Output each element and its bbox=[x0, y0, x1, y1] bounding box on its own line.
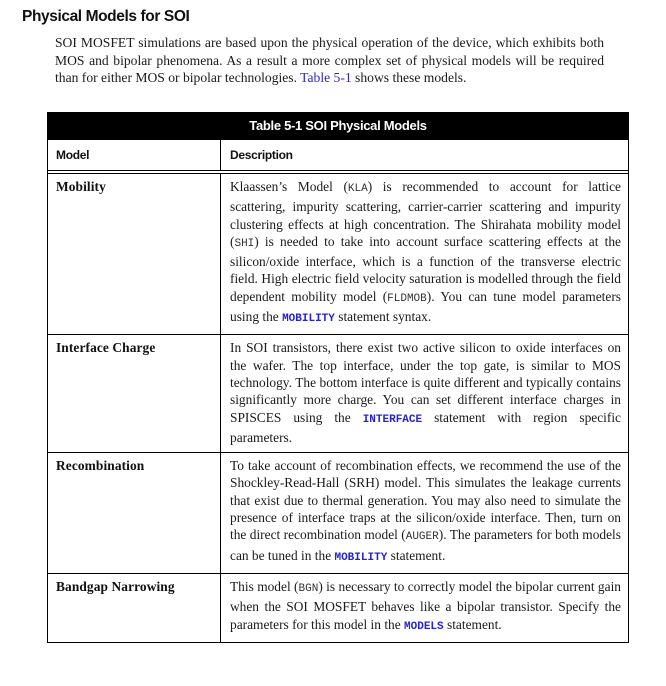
model-name-cell: Mobility bbox=[48, 174, 221, 334]
code-identifier: KLA bbox=[347, 183, 368, 195]
statement-keyword-link[interactable]: MODELS bbox=[404, 620, 444, 633]
table-row bbox=[48, 174, 628, 334]
model-description-cell bbox=[221, 335, 628, 452]
table-header-row bbox=[48, 140, 628, 174]
table-row bbox=[48, 334, 628, 452]
table-reference-link[interactable]: Table 5-1 bbox=[300, 70, 352, 86]
soi-models-table bbox=[47, 112, 629, 643]
model-description-cell bbox=[221, 574, 628, 642]
description-text: statement. bbox=[443, 616, 502, 632]
model-description-cell bbox=[221, 453, 628, 573]
description-text: This model ( bbox=[230, 578, 299, 594]
column-header-model: Model bbox=[48, 140, 221, 170]
description-text: statement syntax. bbox=[334, 309, 432, 325]
section-title: Physical Models for SOI bbox=[22, 8, 190, 25]
description-text: statement. bbox=[387, 547, 446, 563]
column-header-description: Description bbox=[230, 148, 293, 162]
model-name-cell: Interface Charge bbox=[48, 335, 221, 452]
description-text: In SOI transistors, there exist two active silicon to oxide interfaces on the wafer. The top interface, under the top gate, is similar to MOS technology. The bottom interface is quite different and typically contains significantly more charge. You can set different interface charges in SPISCES using the bbox=[230, 340, 621, 425]
description-text: ) is necessary to correctly model the bipolar current gain when the SOI MOSFET behaves like a bipolar transistor. Specify the parameters for this model in the bbox=[230, 578, 621, 632]
table-caption: Table 5-1 SOI Physical Models bbox=[48, 112, 628, 140]
table-body bbox=[48, 174, 628, 642]
description-text: ) is needed to take into account surface scattering effects at the silicon/oxide interface, which is a function of the transverse electric field. High electric field velocity saturation is modelled through the field dependent mobility model ( bbox=[230, 233, 621, 304]
code-identifier: AUGER bbox=[405, 531, 439, 544]
intro-text-end: shows these models. bbox=[351, 70, 467, 86]
description-text: To take account of recombination effects, we recommend the use of the Shockley-Read-Hall (SRH) model. This simulates the leakage currents that exist due to thermal generation. You may also need to simulate the presence of interface traps at the silicon/oxide interface. Then, turn on the direct recombination model ( bbox=[230, 458, 621, 543]
description-text: ). You can tune model parameters using the bbox=[230, 288, 621, 325]
model-name-cell: Recombination bbox=[48, 453, 221, 573]
model-name-cell: Bandgap Narrowing bbox=[48, 574, 221, 642]
description-text: ) is recommended to account for lattice scattering, impurity scattering, carrier-carrier scattering and impurity clustering effects at high concentration. The Shirahata mobility model ( bbox=[230, 179, 622, 249]
code-identifier: BGN bbox=[298, 582, 319, 595]
model-description-cell bbox=[221, 174, 628, 334]
description-text: ). The parameters for both models can be tuned in the bbox=[230, 527, 621, 563]
code-identifier: FLDMOB bbox=[387, 292, 427, 305]
description-text: statement with region specific parameters. bbox=[230, 409, 622, 445]
table-row bbox=[48, 452, 628, 573]
table-row bbox=[48, 573, 628, 642]
intro-paragraph bbox=[55, 34, 604, 87]
statement-keyword-link[interactable]: INTERFACE bbox=[362, 413, 423, 426]
intro-text: SOI MOSFET simulations are based upon the physical operation of the device, which exhibits both MOS and bipolar phenomena. As a result a more complex set of physical models will be required than for either MOS or bipolar technologies. bbox=[55, 35, 604, 86]
description-text: Klaassen’s Model ( bbox=[230, 179, 348, 194]
statement-keyword-link[interactable]: MOBILITY bbox=[282, 313, 335, 326]
statement-keyword-link[interactable]: MOBILITY bbox=[334, 551, 388, 564]
code-identifier: SHI bbox=[234, 237, 255, 250]
